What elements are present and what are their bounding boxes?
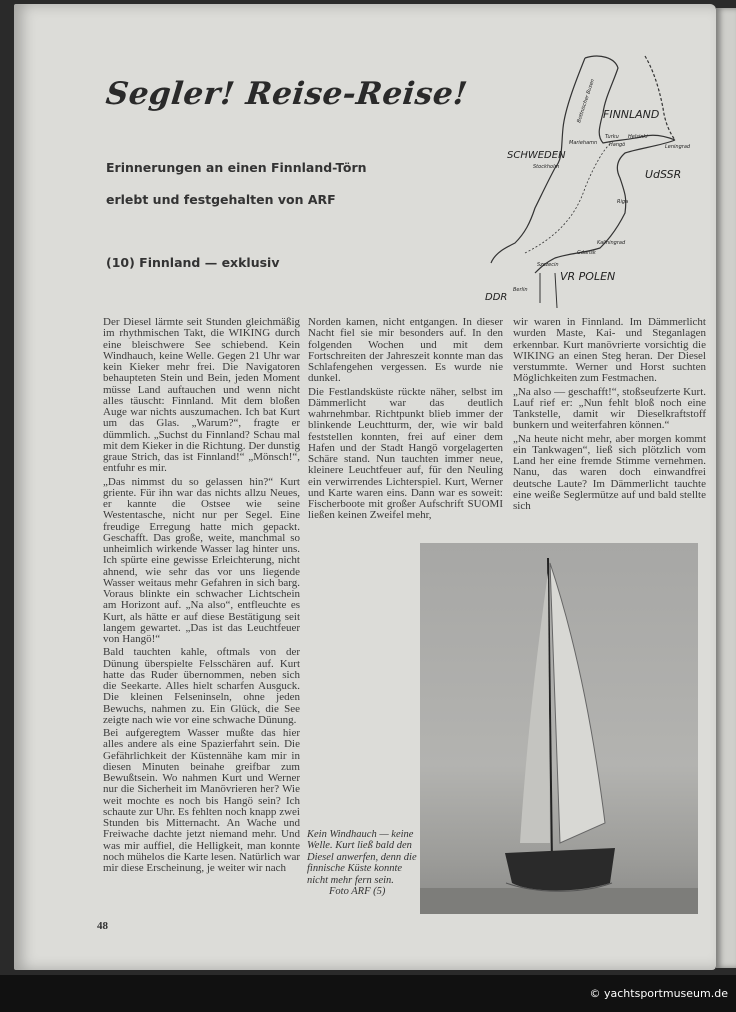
map-label-gdansk: Gdansk bbox=[577, 250, 596, 256]
photo-credit: Foto ARF (5) bbox=[329, 886, 386, 898]
map-label-udssr: UdSSR bbox=[645, 168, 682, 181]
text-column-3 bbox=[513, 317, 706, 514]
map-border-ddr bbox=[540, 273, 557, 308]
map-label-leningrad: Leningrad bbox=[665, 144, 691, 150]
baltic-sea-map bbox=[485, 48, 713, 310]
map-label-turku: Turku bbox=[605, 134, 619, 140]
map-label-kaliningrad: Kaliningrad bbox=[597, 240, 626, 246]
map-label-polen: VR POLEN bbox=[560, 270, 616, 283]
paragraph: Die Festlandsküste rückte näher, selbst im Dämmerlicht war das deutlich wahrnehmbar. Richtpunkt blieb immer der blinkende Leuchtturm, der, wie wir bald feststellen konnten, frei auf einer dem Hafen und der Stadt Hangö vorgelagerten Schäre stand. Nun tauchten immer neue, kleinere Leuchtfeuer auf, für den Neuling ein verwirrendes Lichterspiel. Kurt, Werner und Karte waren eins. Dann war es soweit: Fischerboote mit großer Aufschrift SUOMI ließen keinen Zweifel mehr, bbox=[308, 385, 503, 522]
text-column-2 bbox=[308, 317, 503, 524]
paragraph: Norden kamen, nicht entgangen. In dieser Nacht fiel sie mir besonders auf. In den folgenden Wochen und mit dem Fortschreiten der Jahreszeit konnte man das Schlafengehen vergessen. Es wurde nie dunkel. bbox=[308, 316, 503, 385]
paragraph: wir waren in Finnland. Im Dämmerlicht wurden Maste, Kai- und Steganlagen erkennbar. Kurt manövrierte vorsichtig die WIKING an einen Steg heran. Der Diesel verstummte. Werner und Horst suchten Möglichkeiten zum Festmachen. bbox=[513, 316, 706, 385]
map-label-berlin: Berlin bbox=[513, 287, 528, 293]
map-label-mariehamn: Mariehamn bbox=[569, 140, 598, 146]
paragraph: Bei aufgeregtem Wasser mußte das hier alles andere als eine Spazierfahrt sein. Die Gefährlichkeit der Küstennähe kam mir in diesen Minuten beinahe greifbar zum Bewußtsein. Wo nahmen Kurt und Werner nur die Sicherheit im Manövrieren her? Wie weit mochte es noch bis Hangö sein? Ich schaute zur Uhr. Es fehlten noch knapp zwei Stunden bis Mitternacht. An Wache und Freiwache dachte jetzt niemand mehr. Und was mir auffiel, die Helligkeit, man konnte noch mühelos die Karte lesen. Natürlich war mir diese Erscheinung, je weiter wir nach bbox=[103, 727, 300, 874]
paragraph: „Na also — geschafft!“, stoßseufzerte Kurt. Lauf rief er: „Nun fehlt bloß noch eine Tankstelle, damit wir Dieselkraftstoff bunkern und weiterfahren können.“ bbox=[513, 385, 706, 432]
sailboat-photo bbox=[420, 543, 698, 914]
photo-caption bbox=[307, 829, 419, 897]
paragraph: Bald tauchten kahle, oftmals von der Dünung überspielte Felsschären auf. Kurt hatte das Ruder übernommen, neben sich die Seekarte. Alles hielt scharfen Ausguck. Die kleinen Felseninseln, ohne jeden Bewuchs, nahmen zu. Ein Glück, die See zeigte nach wie vor eine schwache Dünung. bbox=[103, 646, 300, 726]
copyright-watermark: © yachtsportmuseum.de bbox=[589, 987, 728, 1000]
section-heading: (10) Finnland — exklusiv bbox=[106, 255, 280, 270]
map-label-ddr: DDR bbox=[485, 292, 508, 303]
article-subtitle: Erinnerungen an einen Finnland-Törn bbox=[106, 160, 367, 175]
caption-text: Kein Windhauch — keine Welle. Kurt ließ bald den Diesel anwerfen, denn die finnische Küste konnte nicht mehr fern sein. bbox=[307, 829, 417, 886]
map-label-helsinki: Helsinki bbox=[628, 134, 648, 140]
map-label-hango: Hangö bbox=[609, 142, 626, 148]
map-label-szczecin: Szczecin bbox=[537, 262, 559, 268]
map-label-bottnischer-busen: Bottnischer Busen bbox=[576, 78, 597, 124]
article-title: Segler! Reise-Reise! bbox=[104, 76, 470, 112]
adjacent-page-edge bbox=[716, 8, 736, 968]
text-column-1 bbox=[103, 317, 300, 876]
map-label-finnland: FINNLAND bbox=[603, 108, 660, 121]
map-label-schweden: SCHWEDEN bbox=[507, 150, 566, 161]
map-label-riga: Riga bbox=[617, 199, 629, 205]
paragraph: „Das nimmst du so gelassen hin?“ Kurt griente. Für ihn war das nichts allzu Neues, er kannte die Ostsee wie seine Westentasche, nicht nur per Segel. Eine freudige Erregung hatte mich gepackt. Geschafft. Das große, weite, manchmal so unheimlich wirkende Wasser lag hinter uns. Ich spürte eine gewisse Erleichterung, nicht ahnend, wie sehr das vor uns liegende Wasser weitaus mehr Gefahren in sich barg. Voraus blinkte ein schwacher Lichtschein am Horizont auf. „Na also“, entfleuchte es Kurt, als hätte er auf diese Bestätigung seit langem gewartet. „Das ist das Leuchtfeuer von Hangö!“ bbox=[103, 475, 300, 645]
article-byline: erlebt und festgehalten von ARF bbox=[106, 192, 336, 207]
paragraph: Der Diesel lärmte seit Stunden gleichmäßig im rhythmischen Takt, die WIKING durch eine bleischwere See schiebend. Kein Windhauch, keine Welle. Gegen 21 Uhr war kein Kieker mehr frei. Die Navigatoren behaupteten Stein und Bein, jeden Moment müsse Land auftauchen und wenn nicht alles täuscht: Finnland. Mit dem bloßen Auge war nichts auszumachen. Ich bat Kurt um das Glas. „Warum?“, fragte er dümmlich. „Suchst du Finnland? Schau mal mit dem Kieker in die Richtung. Der dunstig graue Strich, das ist Finnland!“ „Mönsch!“, entfuhr es mir. bbox=[103, 316, 300, 475]
paragraph: „Na heute nicht mehr, aber morgen kommt ein Tankwagen“, ließ sich plötzlich vom Land her eine fremde Stimme vernehmen. Nanu, das waren doch einwandfrei deutsche Laute? Im Dämmerlicht tauchte eine weiße Seglermütze auf und bald stellte sich bbox=[513, 432, 706, 512]
map-label-stockholm: Stockholm bbox=[533, 164, 560, 170]
page-number: 48 bbox=[97, 920, 108, 932]
map-border-line bbox=[645, 56, 675, 140]
